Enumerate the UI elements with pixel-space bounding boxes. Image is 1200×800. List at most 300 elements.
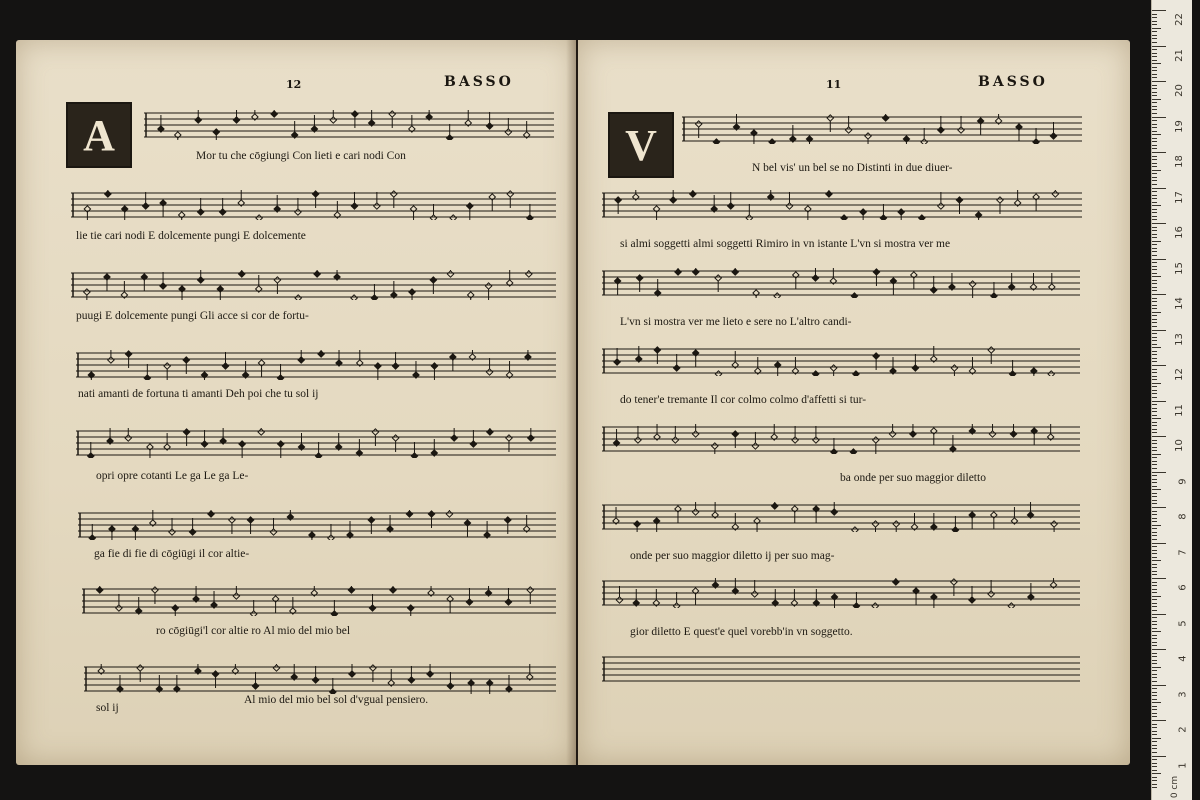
ruler-tick: [1152, 429, 1157, 430]
note-mark: [931, 276, 937, 293]
note-mark: [653, 589, 659, 606]
ruler-tick: [1152, 184, 1157, 185]
ruler-tick: [1152, 543, 1166, 544]
staff-lines: [76, 428, 556, 458]
note-mark: [390, 586, 396, 593]
ruler-tick: [1152, 571, 1157, 572]
ruler-tick: [1152, 425, 1157, 426]
ruler-tick: [1152, 514, 1157, 515]
note-mark: [805, 206, 811, 220]
note-mark: [291, 664, 297, 680]
note-mark: [614, 278, 620, 295]
note-mark: [446, 510, 452, 517]
ruler-tick: [1152, 60, 1157, 61]
staff-lines: [602, 502, 1080, 532]
ruler-tick: [1152, 748, 1157, 749]
note-mark: [792, 506, 798, 523]
ruler-tick: [1152, 141, 1157, 142]
ruler-tick: [1152, 386, 1157, 387]
ruler-tick: [1152, 223, 1166, 224]
note-mark: [654, 424, 660, 440]
note-mark: [813, 506, 819, 523]
ruler-tick: [1152, 365, 1166, 366]
ruler-tick: [1152, 567, 1157, 568]
note-mark: [470, 430, 476, 447]
note-mark: [889, 424, 895, 437]
note-mark: [655, 279, 661, 296]
ruler-tick: [1152, 305, 1157, 306]
ruler-tick: [1152, 546, 1157, 547]
right-lyric-3: L'vn si mostra ver me lieto e sere no L'altro candi-: [620, 316, 852, 328]
note-mark: [791, 589, 797, 606]
note-mark: [841, 215, 847, 220]
ruler-tick: [1152, 411, 1157, 412]
ruler-tick: [1152, 248, 1157, 249]
note-mark: [121, 281, 127, 298]
note-mark: [950, 435, 956, 452]
right-initial-letter: V: [625, 120, 657, 170]
note-mark: [201, 430, 207, 447]
ruler-tick: [1152, 134, 1161, 135]
note-mark: [430, 204, 436, 220]
ruler-tick: [1152, 709, 1157, 710]
note-mark: [754, 518, 760, 532]
ruler-tick: [1152, 273, 1157, 274]
ruler-tick: [1152, 503, 1157, 504]
note-mark: [653, 206, 659, 220]
right-lyric-7: gior diletto E quest'e quel vorebb'in vn soggetto.: [630, 626, 853, 638]
ruler-tick: [1152, 283, 1157, 284]
ruler-tick: [1152, 31, 1157, 32]
note-mark: [97, 586, 103, 593]
ruler-tick: [1152, 628, 1157, 629]
staff-lines: [76, 350, 556, 380]
ruler-number: 3: [1177, 690, 1189, 698]
ruler-tick: [1152, 592, 1157, 593]
right-lyric-6: onde per suo maggior diletto ij per suo mag-: [630, 550, 835, 562]
note-mark: [298, 433, 304, 450]
note-mark: [270, 518, 276, 535]
note-mark: [356, 439, 362, 456]
note-mark: [673, 354, 679, 371]
ruler-tick: [1152, 638, 1157, 639]
note-mark: [330, 678, 336, 694]
note-mark: [164, 433, 170, 450]
right-lyric-1: N bel vis' un bel se no Distinti in due diuer-: [752, 162, 953, 174]
note-mark: [271, 110, 277, 117]
note-mark: [732, 268, 738, 275]
note-mark: [831, 594, 837, 608]
note-mark: [274, 195, 280, 212]
note-mark: [431, 439, 437, 456]
note-mark: [160, 272, 166, 289]
note-mark: [238, 190, 244, 206]
note-mark: [147, 444, 153, 458]
right-staff-2: [602, 190, 1082, 220]
ruler-tick: [1152, 727, 1157, 728]
note-mark: [295, 198, 301, 215]
note-mark: [406, 510, 412, 517]
right-staff-8-empty: [602, 654, 1080, 684]
note-mark: [239, 270, 245, 277]
ruler-number: 21: [1174, 48, 1186, 62]
note-mark: [1051, 521, 1057, 532]
left-staff-4: [76, 350, 556, 380]
note-mark: [506, 675, 512, 692]
ruler-tick: [1152, 756, 1166, 757]
left-lyric-4: nati amanti de fortuna ti amanti Deh poi che tu sol ij: [78, 388, 319, 400]
ruler-tick: [1152, 372, 1157, 373]
ruler-tick: [1152, 269, 1157, 270]
note-mark: [391, 281, 397, 298]
ruler-tick: [1152, 436, 1166, 437]
ruler-number: 15: [1174, 261, 1186, 275]
ruler-tick: [1152, 138, 1157, 139]
ruler-number: 17: [1174, 190, 1186, 204]
note-mark: [122, 206, 128, 220]
ruler-tick: [1152, 219, 1157, 220]
note-mark: [132, 526, 138, 540]
note-mark: [732, 351, 738, 368]
note-mark: [290, 597, 296, 614]
note-mark: [258, 428, 264, 435]
ruler-tick: [1152, 290, 1157, 291]
note-mark: [334, 201, 340, 218]
left-lyric-5: opri opre cotanti Le ga Le ga Le-: [96, 470, 249, 482]
note-mark: [635, 426, 641, 443]
ruler-tick: [1152, 645, 1157, 646]
note-mark: [772, 502, 778, 509]
ruler-tick: [1152, 500, 1157, 501]
ruler-tick: [1152, 699, 1157, 700]
ruler-tick: [1152, 702, 1161, 703]
staff-lines: [82, 586, 556, 616]
note-mark: [1011, 507, 1017, 524]
note-mark: [486, 112, 492, 129]
note-mark: [792, 426, 798, 443]
ruler-number: 18: [1174, 155, 1186, 168]
note-mark: [451, 428, 457, 441]
ruler-tick: [1152, 663, 1157, 664]
ruler-tick: [1152, 56, 1157, 57]
right-staff-7: [602, 578, 1080, 608]
note-mark: [931, 594, 937, 608]
ruler-tick: [1152, 461, 1157, 462]
note-mark: [746, 204, 752, 220]
note-mark: [845, 116, 851, 133]
note-mark: [374, 192, 380, 209]
ruler-tick: [1152, 113, 1157, 114]
right-lyric-5: ba onde per suo maggior diletto: [840, 472, 986, 484]
note-mark: [256, 275, 262, 292]
ruler-tick: [1152, 486, 1157, 487]
note-mark: [198, 270, 204, 283]
ruler-tick: [1152, 557, 1157, 558]
ruler-tick: [1152, 227, 1157, 228]
note-mark: [1008, 273, 1014, 290]
note-mark: [311, 115, 317, 132]
note-mark: [258, 360, 264, 377]
ruler-number: 19: [1174, 119, 1186, 133]
note-mark: [850, 449, 856, 454]
note-mark: [141, 274, 147, 291]
ruler-tick: [1152, 188, 1166, 189]
ruler-tick: [1152, 166, 1157, 167]
note-mark: [853, 371, 859, 376]
ruler-tick: [1152, 787, 1157, 788]
note-mark: [1016, 124, 1022, 141]
note-mark: [1050, 122, 1056, 139]
note-mark: [752, 432, 758, 449]
staff-lines: [602, 424, 1080, 454]
ruler-number: 9: [1177, 477, 1189, 485]
ruler-number: 16: [1174, 226, 1186, 239]
ruler-tick: [1152, 454, 1161, 455]
ruler-tick: [1152, 145, 1157, 146]
ruler-tick: [1152, 280, 1157, 281]
ruler-tick: [1152, 614, 1166, 615]
note-mark: [775, 362, 781, 376]
note-mark: [410, 206, 416, 220]
note-mark: [217, 286, 223, 300]
note-mark: [387, 515, 393, 532]
note-mark: [1033, 194, 1039, 211]
note-mark: [1014, 190, 1020, 206]
left-staff-1: [144, 110, 554, 140]
note-mark: [174, 675, 180, 692]
note-mark: [125, 428, 131, 441]
ruler-tick: [1152, 773, 1161, 774]
note-mark: [831, 502, 837, 515]
ruler-tick: [1152, 752, 1157, 753]
ruler-tick: [1152, 532, 1157, 533]
ruler-number: 2: [1177, 726, 1189, 733]
note-mark: [197, 198, 203, 215]
right-page: [578, 40, 1130, 765]
ruler-tick: [1152, 432, 1157, 433]
ruler-tick: [1152, 358, 1157, 359]
note-mark: [201, 372, 207, 380]
note-mark: [872, 521, 878, 532]
ruler-number: 10: [1174, 439, 1186, 452]
note-mark: [465, 110, 471, 126]
ruler-tick: [1152, 777, 1157, 778]
ruler-number: 22: [1174, 13, 1186, 26]
ruler-number: 1: [1177, 761, 1189, 769]
ruler-tick: [1152, 621, 1157, 622]
right-lyric-2: si almi soggetti almi soggetti Rimiro in vn istante L'vn si mostra ver me: [620, 238, 951, 250]
note-mark: [911, 272, 917, 289]
ruler-tick: [1152, 464, 1157, 465]
note-mark: [447, 270, 453, 277]
right-staff-1: [682, 114, 1082, 144]
staff-lines: [78, 510, 556, 540]
note-mark: [411, 442, 417, 458]
note-mark: [772, 589, 778, 606]
note-mark: [447, 672, 453, 689]
note-mark: [733, 114, 739, 130]
ruler-tick: [1152, 759, 1157, 760]
ruler-tick: [1152, 315, 1157, 316]
ruler-tick: [1152, 695, 1157, 696]
note-mark: [330, 110, 336, 123]
note-mark: [865, 133, 871, 144]
ruler-tick: [1152, 670, 1157, 671]
right-staff-6: [602, 502, 1080, 532]
note-mark: [616, 586, 622, 603]
note-mark: [505, 588, 511, 605]
ruler-tick: [1152, 585, 1157, 586]
note-mark: [371, 284, 377, 300]
note-mark: [468, 680, 474, 694]
ruler-tick: [1152, 95, 1157, 96]
ruler-tick: [1152, 479, 1157, 480]
ruler-tick: [1152, 724, 1157, 725]
note-mark: [969, 512, 975, 529]
note-mark: [912, 354, 918, 371]
ruler-tick: [1152, 301, 1157, 302]
note-mark: [793, 272, 799, 289]
ruler-tick: [1152, 70, 1157, 71]
note-mark: [156, 675, 162, 692]
note-mark: [991, 282, 997, 298]
ruler-tick: [1152, 528, 1157, 529]
ruler-tick: [1152, 262, 1157, 263]
ruler-tick: [1152, 784, 1157, 785]
note-mark: [277, 364, 283, 380]
ruler-number: 12: [1174, 368, 1186, 381]
left-page: [16, 40, 576, 765]
note-mark: [931, 513, 937, 530]
note-mark: [636, 346, 642, 362]
note-mark: [713, 139, 719, 144]
staff-lines: [602, 190, 1082, 220]
note-mark: [408, 666, 414, 683]
ruler-tick: [1152, 85, 1157, 86]
ruler-tick: [1152, 518, 1157, 519]
note-mark: [489, 194, 495, 211]
ruler-tick: [1152, 688, 1157, 689]
ruler-tick: [1152, 49, 1157, 50]
note-mark: [84, 289, 90, 300]
right-lyric-4: do tener'e tremante Il cor colmo colmo d'affetti si tur-: [620, 394, 867, 406]
note-mark: [692, 350, 698, 367]
ruler-tick: [1152, 109, 1157, 110]
ruler-tick: [1152, 734, 1157, 735]
note-mark: [523, 515, 529, 532]
ruler-number: 8: [1177, 513, 1189, 520]
ruler-tick: [1152, 667, 1161, 668]
note-mark: [898, 209, 904, 220]
note-mark: [211, 591, 217, 608]
note-mark: [368, 110, 374, 126]
left-lyric-7: ro cōgiūgi'l cor altie ro Al mio del mio bel: [156, 625, 351, 637]
note-mark: [348, 586, 354, 593]
note-mark: [931, 428, 937, 445]
note-mark: [291, 121, 297, 138]
ruler-tick: [1152, 376, 1157, 377]
note-mark: [751, 580, 757, 597]
note-mark: [160, 200, 166, 217]
note-mark: [831, 438, 837, 454]
note-mark: [813, 426, 819, 443]
note-mark: [938, 192, 944, 209]
note-mark: [233, 586, 239, 599]
note-mark: [506, 361, 512, 378]
ruler-number: 14: [1174, 297, 1186, 310]
ruler-tick: [1152, 369, 1157, 370]
note-mark: [880, 204, 886, 220]
ruler-tick: [1152, 21, 1157, 22]
note-mark: [331, 600, 337, 616]
ruler-tick: [1152, 418, 1161, 419]
ruler-tick: [1152, 53, 1157, 54]
ruler-tick: [1152, 677, 1157, 678]
note-mark: [951, 365, 957, 376]
ruler-tick: [1152, 496, 1157, 497]
note-mark: [315, 442, 321, 458]
ruler-tick: [1152, 393, 1157, 394]
ruler-tick: [1152, 447, 1157, 448]
ruler-tick: [1152, 124, 1157, 125]
ruler-tick: [1152, 46, 1166, 47]
note-mark: [318, 350, 324, 357]
ruler-tick: [1152, 24, 1157, 25]
note-mark: [336, 350, 342, 366]
note-mark: [208, 510, 214, 517]
ruler-tick: [1152, 507, 1166, 508]
note-mark: [675, 506, 681, 523]
right-decorated-initial: [608, 112, 674, 178]
note-mark: [977, 118, 983, 135]
note-mark: [893, 578, 899, 585]
ruler-tick: [1152, 681, 1157, 682]
note-mark: [890, 357, 896, 374]
note-mark: [692, 502, 698, 515]
staff-lines: [71, 190, 556, 220]
note-mark: [351, 192, 357, 209]
note-mark: [633, 589, 639, 606]
note-mark: [910, 424, 916, 437]
ruler-tick: [1152, 191, 1157, 192]
note-mark: [634, 521, 640, 532]
note-mark: [919, 215, 925, 220]
ruler-tick: [1152, 560, 1161, 561]
note-mark: [853, 592, 859, 608]
ruler-tick: [1152, 472, 1166, 473]
ruler-tick: [1152, 287, 1157, 288]
note-mark: [336, 433, 342, 450]
note-mark: [527, 204, 533, 220]
left-staff-7: [82, 586, 556, 616]
right-folio: 11: [826, 78, 842, 91]
ruler-tick: [1152, 351, 1157, 352]
note-mark: [447, 596, 453, 613]
ruler-tick: [1152, 159, 1157, 160]
note-mark: [413, 361, 419, 378]
note-mark: [104, 274, 110, 291]
note-mark: [613, 507, 619, 524]
note-mark: [712, 443, 718, 454]
note-mark: [931, 346, 937, 362]
note-mark: [468, 292, 474, 300]
ruler-tick: [1152, 550, 1157, 551]
note-mark: [690, 190, 696, 197]
ruler-tick: [1152, 74, 1157, 75]
ruler-tick: [1152, 450, 1157, 451]
ruler-tick: [1152, 173, 1157, 174]
note-mark: [675, 268, 681, 275]
